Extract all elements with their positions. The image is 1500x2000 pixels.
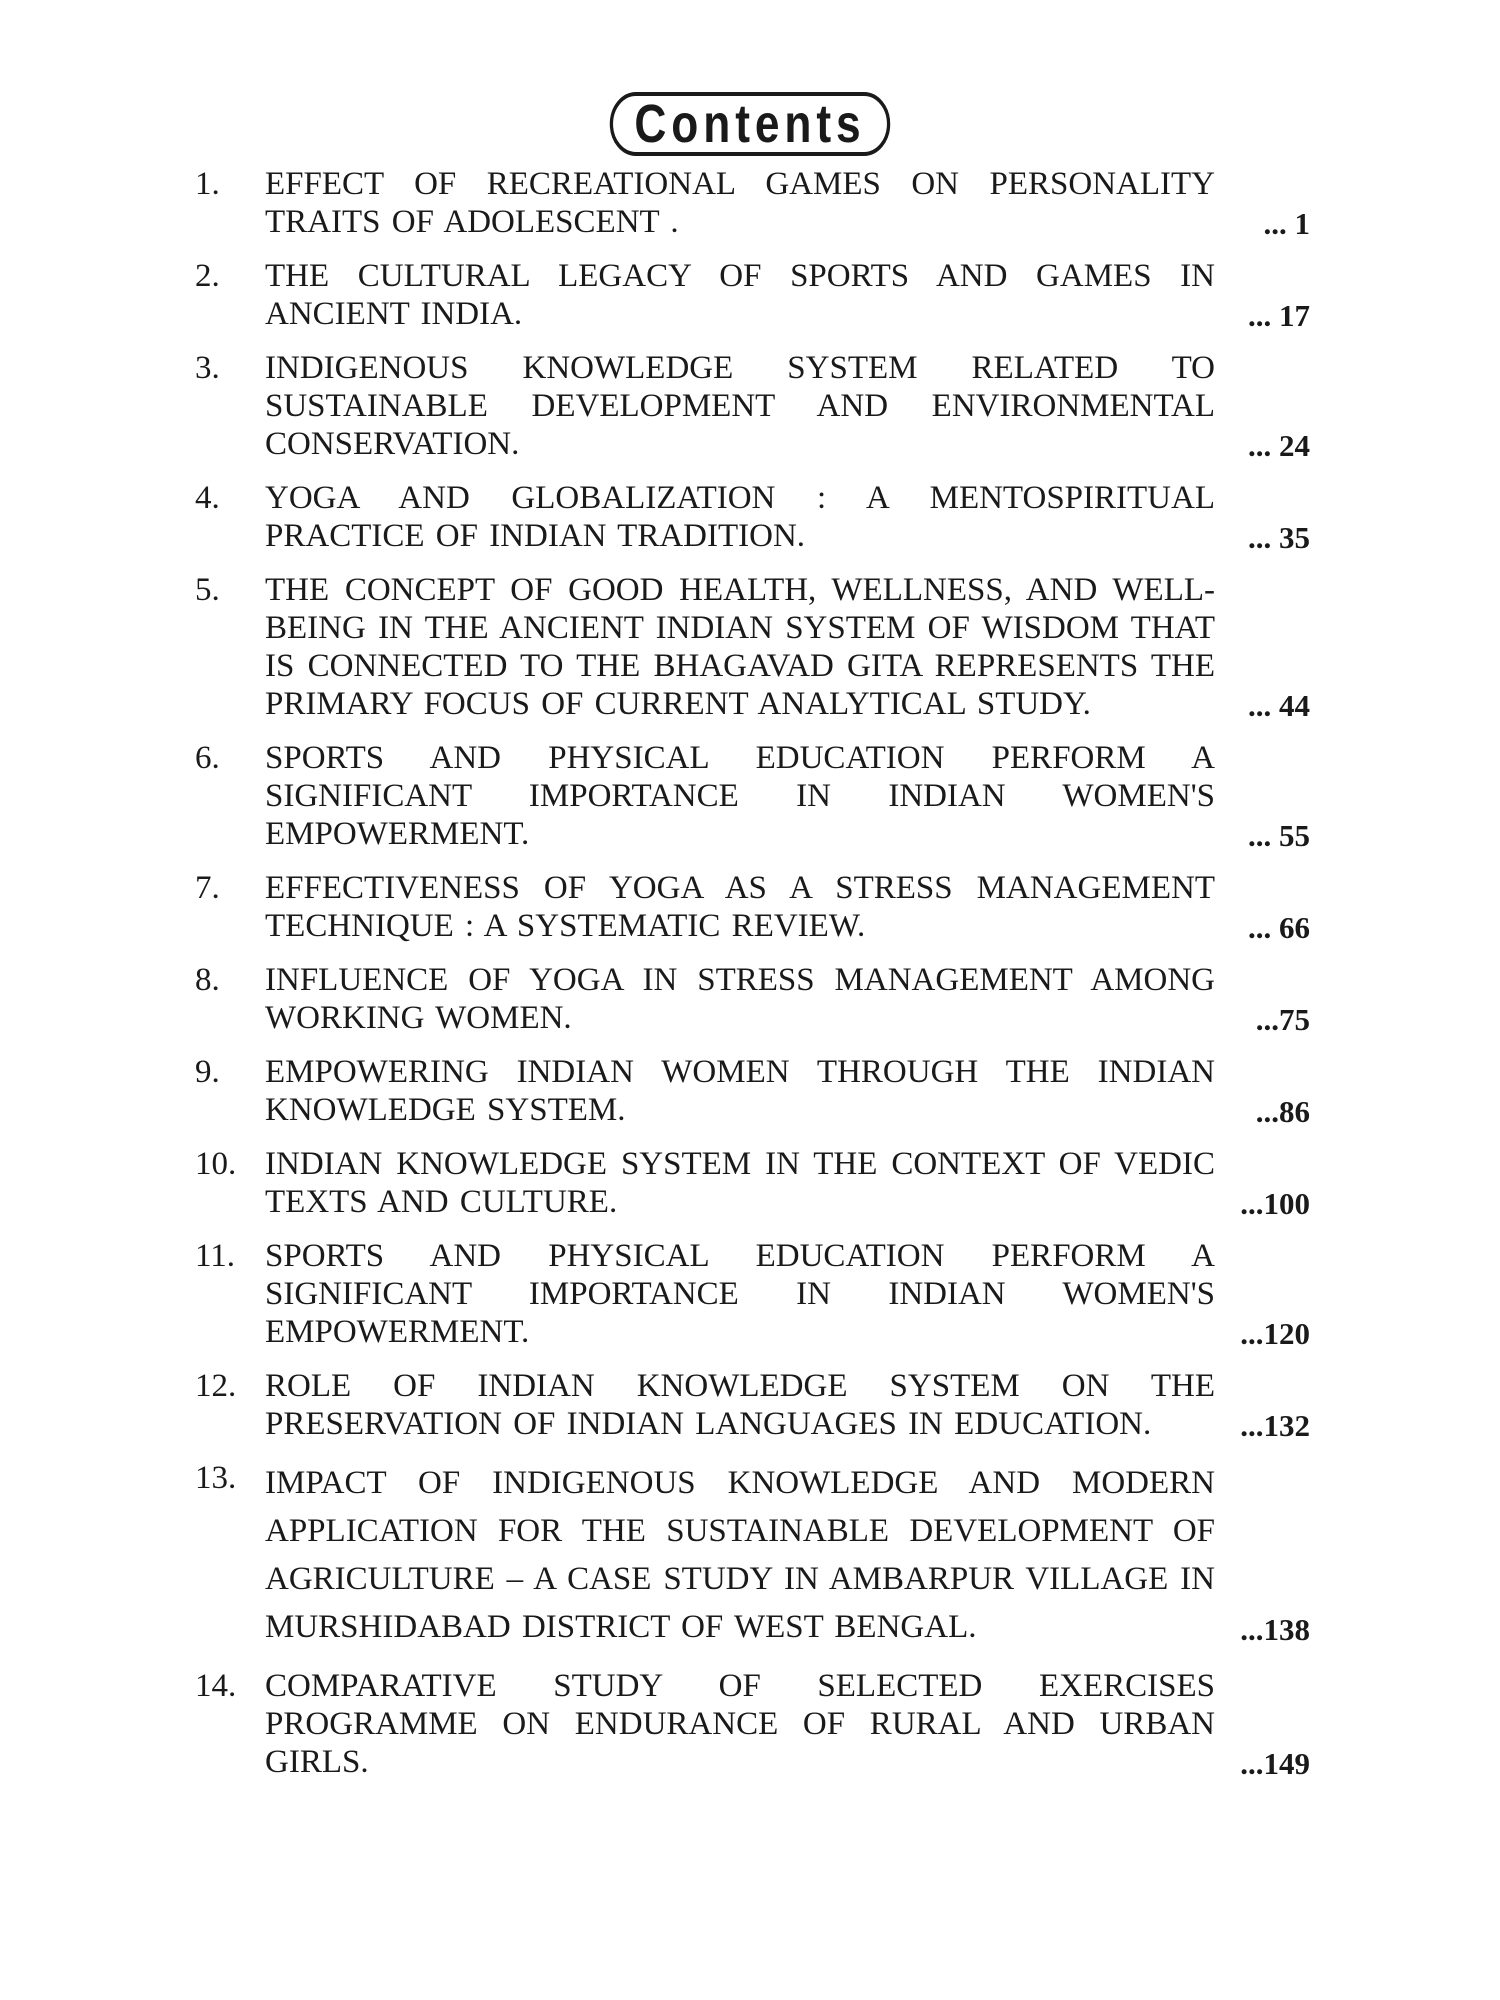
toc-entry-page: ... 44 xyxy=(1248,688,1310,723)
toc-entry-number: 10. xyxy=(195,1146,237,1182)
toc-entry-5 xyxy=(195,571,1310,723)
toc-entry-page: ... 35 xyxy=(1248,520,1310,555)
page-title: Contents xyxy=(610,92,890,156)
toc-entry-title: THE CULTURAL LEGACY OF SPORTS AND GAMES IN ANCIENT INDIA. xyxy=(265,258,1215,332)
toc-entry-14 xyxy=(195,1667,1310,1781)
toc-entry-number: 8. xyxy=(195,962,220,998)
toc-entry-8 xyxy=(195,961,1310,1037)
toc-entry-title: INFLUENCE OF YOGA IN STRESS MANAGEMENT AMONG WORKING WOMEN. xyxy=(265,962,1215,1036)
table-of-contents xyxy=(195,165,1310,1797)
toc-entry-1 xyxy=(195,165,1310,241)
toc-entry-page: ...100 xyxy=(1240,1186,1310,1221)
toc-entry-title: THE CONCEPT OF GOOD HEALTH, WELLNESS, AND WELL-BEING IN THE ANCIENT INDIAN SYSTEM OF WISDOM THAT IS CONNECTED TO THE BHAGAVAD GITA REPRESENTS THE PRIMARY FOCUS OF CURRENT ANALYTICAL STUDY. xyxy=(265,572,1215,722)
toc-entry-page: ...120 xyxy=(1240,1316,1310,1351)
toc-entry-page: ...86 xyxy=(1255,1094,1310,1129)
toc-entry-page: ... 1 xyxy=(1263,206,1310,241)
toc-entry-page: ...75 xyxy=(1255,1002,1310,1037)
toc-entry-11 xyxy=(195,1237,1310,1351)
toc-entry-number: 7. xyxy=(195,870,220,906)
toc-entry-7 xyxy=(195,869,1310,945)
toc-entry-page: ... 17 xyxy=(1248,298,1310,333)
toc-entry-title: ROLE OF INDIAN KNOWLEDGE SYSTEM ON THE PRESERVATION OF INDIAN LANGUAGES IN EDUCATION. xyxy=(265,1368,1215,1442)
toc-entry-title: IMPACT OF INDIGENOUS KNOWLEDGE AND MODERN APPLICATION FOR THE SUSTAINABLE DEVELOPMENT OF AGRICULTURE – A CASE STUDY IN AMBARPUR VILLAGE IN MURSHIDABAD DISTRICT OF WEST BENGAL. xyxy=(265,1465,1215,1645)
toc-entry-title: SPORTS AND PHYSICAL EDUCATION PERFORM A SIGNIFICANT IMPORTANCE IN INDIAN WOMEN'S EMPOWERMENT. xyxy=(265,1238,1215,1350)
toc-entry-3 xyxy=(195,349,1310,463)
toc-entry-number: 6. xyxy=(195,740,220,776)
toc-entry-number: 11. xyxy=(195,1238,236,1274)
toc-entry-title: COMPARATIVE STUDY OF SELECTED EXERCISES PROGRAMME ON ENDURANCE OF RURAL AND URBAN GIRLS. xyxy=(265,1668,1215,1780)
toc-entry-page: ... 24 xyxy=(1248,428,1310,463)
toc-entry-number: 14. xyxy=(195,1668,237,1704)
toc-entry-number: 3. xyxy=(195,350,220,386)
contents-header xyxy=(0,92,1500,156)
toc-entry-6 xyxy=(195,739,1310,853)
toc-entry-page: ...138 xyxy=(1240,1612,1310,1647)
toc-entry-number: 12. xyxy=(195,1368,237,1404)
toc-entry-2 xyxy=(195,257,1310,333)
toc-entry-title: INDIAN KNOWLEDGE SYSTEM IN THE CONTEXT OF VEDIC TEXTS AND CULTURE. xyxy=(265,1146,1215,1220)
toc-entry-page: ...149 xyxy=(1240,1746,1310,1781)
toc-entry-page: ... 66 xyxy=(1248,910,1310,945)
toc-entry-number: 13. xyxy=(195,1460,237,1496)
toc-entry-number: 9. xyxy=(195,1054,220,1090)
toc-entry-13 xyxy=(195,1459,1310,1651)
toc-entry-12 xyxy=(195,1367,1310,1443)
toc-entry-title: YOGA AND GLOBALIZATION : A MENTOSPIRITUAL PRACTICE OF INDIAN TRADITION. xyxy=(265,480,1215,554)
toc-entry-9 xyxy=(195,1053,1310,1129)
toc-entry-page: ... 55 xyxy=(1248,818,1310,853)
toc-entry-number: 5. xyxy=(195,572,220,608)
toc-entry-4 xyxy=(195,479,1310,555)
toc-entry-number: 4. xyxy=(195,480,220,516)
toc-entry-number: 2. xyxy=(195,258,220,294)
toc-entry-10 xyxy=(195,1145,1310,1221)
toc-entry-title: EFFECTIVENESS OF YOGA AS A STRESS MANAGEMENT TECHNIQUE : A SYSTEMATIC REVIEW. xyxy=(265,870,1215,944)
toc-entry-title: EFFECT OF RECREATIONAL GAMES ON PERSONALITY TRAITS OF ADOLESCENT . xyxy=(265,166,1215,240)
toc-entry-page: ...132 xyxy=(1240,1408,1310,1443)
toc-entry-title: INDIGENOUS KNOWLEDGE SYSTEM RELATED TO SUSTAINABLE DEVELOPMENT AND ENVIRONMENTAL CONSERVATION. xyxy=(265,350,1215,462)
toc-entry-number: 1. xyxy=(195,166,220,202)
toc-entry-title: EMPOWERING INDIAN WOMEN THROUGH THE INDIAN KNOWLEDGE SYSTEM. xyxy=(265,1054,1215,1128)
toc-entry-title: SPORTS AND PHYSICAL EDUCATION PERFORM A SIGNIFICANT IMPORTANCE IN INDIAN WOMEN'S EMPOWERMENT. xyxy=(265,740,1215,852)
